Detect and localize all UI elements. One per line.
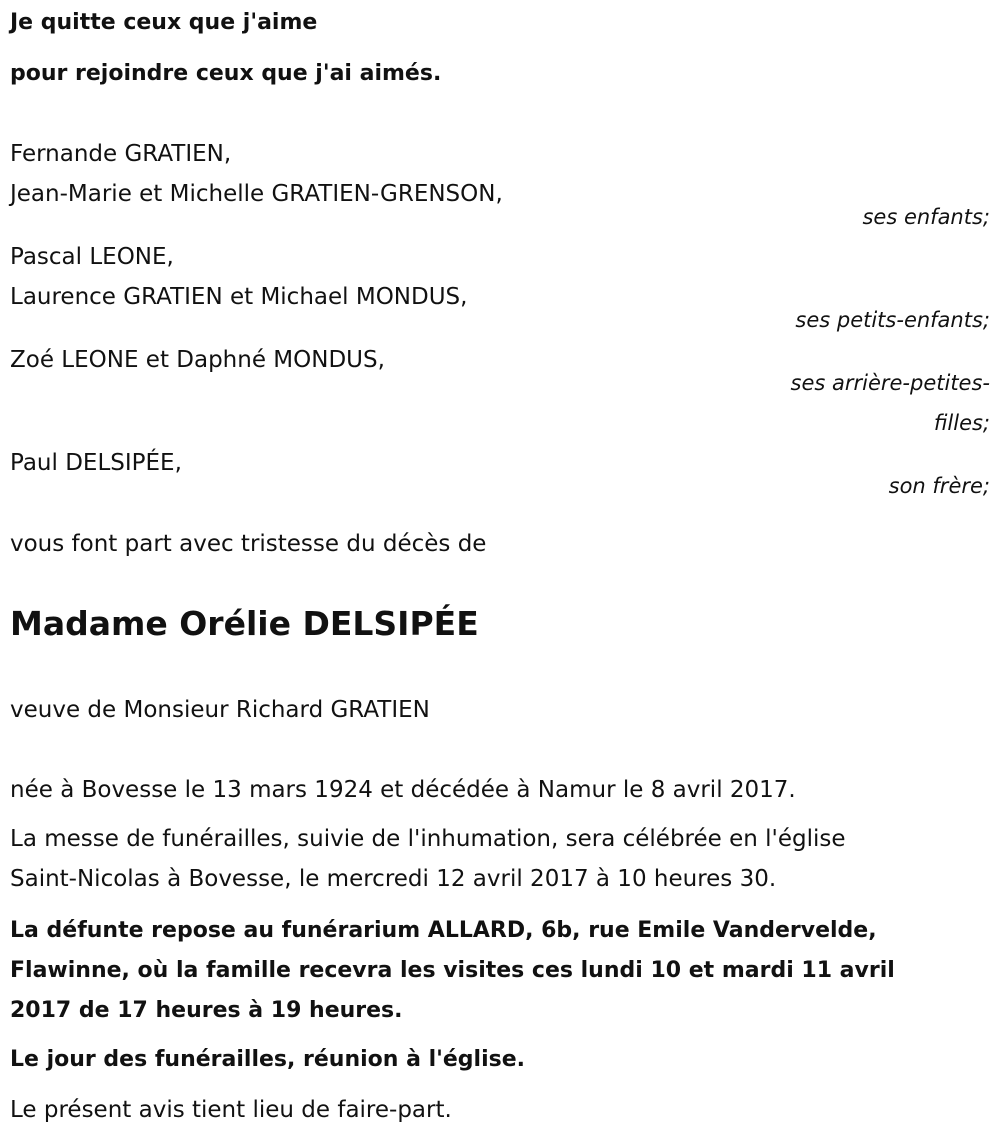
greatgrandchildren-line-1: Zoé LEONE et Daphné MONDUS, xyxy=(10,347,385,373)
widow-of: veuve de Monsieur Richard GRATIEN xyxy=(10,697,430,723)
brother-line-1: Paul DELSIPÉE, xyxy=(10,450,182,476)
grandchildren-line-1: Pascal LEONE, xyxy=(10,244,174,270)
funeral-home-line-3: 2017 de 17 heures à 19 heures. xyxy=(10,998,403,1023)
quote-line-2: pour rejoindre ceux que j'ai aimés. xyxy=(10,61,442,86)
greatgrandchildren-role-line-1: ses arrière-petites- xyxy=(790,371,990,395)
funeral-home-line-1: La défunte repose au funérarium ALLARD, 6b, rue Emile Vandervelde, xyxy=(10,918,877,943)
children-line-2: Jean-Marie et Michelle GRATIEN-GRENSON, xyxy=(10,181,503,207)
brother-role: son frère; xyxy=(888,474,990,498)
funeral-home-line-2: Flawinne, où la famille recevra les visites ces lundi 10 et mardi 11 avril xyxy=(10,958,895,983)
meeting-info: Le jour des funérailles, réunion à l'église. xyxy=(10,1047,525,1072)
children-line-1: Fernande GRATIEN, xyxy=(10,141,232,167)
mass-line-2: Saint-Nicolas à Bovesse, le mercredi 12 avril 2017 à 10 heures 30. xyxy=(10,866,777,892)
birth-death: née à Bovesse le 13 mars 1924 et décédée à Namur le 8 avril 2017. xyxy=(10,777,796,803)
greatgrandchildren-role-line-2: filles; xyxy=(933,411,990,435)
quote-line-1: Je quitte ceux que j'aime xyxy=(10,10,318,35)
grandchildren-line-2: Laurence GRATIEN et Michael MONDUS, xyxy=(10,284,468,310)
announcement: vous font part avec tristesse du décès de xyxy=(10,531,487,557)
children-role: ses enfants; xyxy=(862,205,990,229)
deceased-name: Madame Orélie DELSIPÉE xyxy=(10,604,479,643)
notice: Le présent avis tient lieu de faire-part. xyxy=(10,1097,452,1123)
mass-line-1: La messe de funérailles, suivie de l'inhumation, sera célébrée en l'église xyxy=(10,826,846,852)
grandchildren-role: ses petits-enfants; xyxy=(795,308,990,332)
